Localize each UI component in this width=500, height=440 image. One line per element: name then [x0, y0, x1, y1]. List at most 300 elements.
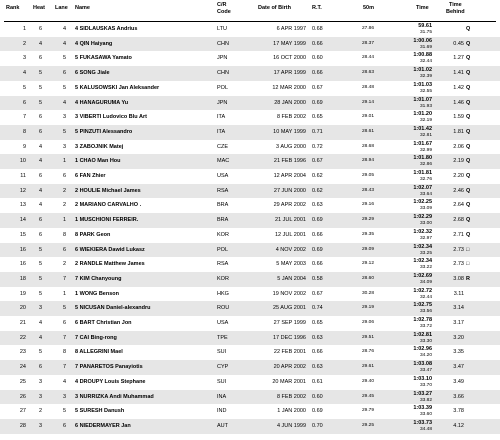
time-behind: 1.27	[453, 55, 464, 62]
final-time: 1:01.42	[413, 125, 432, 132]
lane-cell: 4	[62, 40, 66, 47]
second-split: 33.56	[419, 309, 432, 315]
rank-cell: 12	[19, 187, 26, 194]
lane-cell: 6	[62, 70, 66, 77]
header-behind-line1: Time	[449, 2, 462, 8]
final-time: 1:03.08	[413, 361, 432, 368]
lane-cell: 3	[62, 143, 66, 150]
date-of-birth: 19 NOV 2002	[272, 290, 306, 297]
country-code: BRA	[217, 202, 229, 209]
rank-cell: 14	[19, 217, 26, 224]
lane-cell: 8	[62, 349, 66, 356]
table-header	[0, 1, 500, 21]
country-code: CHN	[217, 40, 229, 47]
second-split: 34.20	[419, 353, 432, 359]
swimmer-name: 8 ALLEGRINI Mael	[75, 349, 123, 356]
reaction-time: 0.62	[312, 187, 323, 194]
qualification-mark: Q	[466, 231, 471, 238]
second-split: 31.69	[419, 44, 432, 50]
rank-cell: 13	[19, 202, 26, 209]
country-code: IND	[217, 408, 227, 415]
reaction-time: 0.67	[312, 158, 323, 165]
rank-cell: 2	[22, 40, 26, 47]
table-row	[0, 81, 500, 96]
heat-cell: 2	[38, 408, 42, 415]
split-50m: 28.44	[361, 55, 374, 61]
second-split: 32.86	[419, 162, 432, 168]
country-code: POL	[217, 84, 229, 91]
country-code: RSA	[217, 261, 229, 268]
table-row	[0, 154, 500, 169]
heat-cell: 6	[38, 231, 42, 238]
lane-cell: 4	[62, 378, 66, 385]
time-behind: 3.14	[453, 305, 464, 312]
reaction-time: 0.65	[312, 114, 323, 121]
rank-cell: 16	[19, 261, 26, 268]
second-split: 32.99	[419, 147, 432, 153]
lane-cell: 2	[62, 261, 66, 268]
split-50m: 29.06	[361, 320, 374, 325]
qualification-mark: Q	[466, 55, 471, 62]
date-of-birth: 4 NOV 2002	[275, 246, 306, 253]
rank-cell: 7	[22, 114, 26, 121]
reaction-time: 0.72	[312, 143, 323, 150]
heat-cell: 5	[38, 349, 42, 356]
table-row	[0, 169, 500, 184]
lane-cell: 6	[62, 320, 66, 326]
reaction-time: 0.60	[312, 393, 323, 400]
date-of-birth: 21 JUL 2001	[275, 217, 306, 224]
heat-cell: 4	[38, 320, 42, 326]
second-split: 33.00	[419, 221, 432, 227]
country-code: AUT	[217, 422, 228, 429]
header-lane: Lane	[55, 5, 68, 11]
final-time: 1:02.78	[413, 317, 432, 323]
heat-cell: 5	[38, 290, 42, 297]
swimmer-name: 2 HOULIE Michael James	[75, 187, 141, 194]
final-time: 1:03.39	[413, 405, 432, 412]
split-50m: 28.68	[361, 143, 374, 149]
reaction-time: 0.65	[312, 320, 323, 326]
heat-cell: 6	[38, 114, 42, 121]
country-code: HKG	[217, 290, 229, 297]
header-name: Name	[75, 5, 90, 11]
reaction-time: 0.63	[312, 364, 323, 371]
table-row	[0, 110, 500, 125]
second-split: 32.19	[419, 118, 432, 124]
country-code: KOR	[217, 275, 229, 282]
second-split: 31.93	[419, 103, 432, 109]
qualification-mark: Q	[466, 217, 471, 224]
time-behind: 1.46	[453, 99, 464, 106]
final-time: 1:02.34	[413, 258, 432, 265]
qualification-mark: □	[466, 261, 470, 268]
date-of-birth: 17 APR 1999	[273, 70, 306, 77]
rank-cell: 15	[19, 231, 26, 238]
heat-cell: 6	[38, 55, 42, 62]
reaction-time: 0.68	[312, 26, 323, 32]
swimmer-name: 5 FUKASAWA Yamato	[75, 55, 132, 62]
time-behind: 2.46	[453, 187, 464, 194]
split-50m: 28.76	[361, 349, 374, 355]
heat-cell: 5	[38, 70, 42, 77]
rank-cell: 24	[19, 364, 26, 371]
time-behind: 3.49	[453, 378, 464, 385]
time-behind: 3.35	[453, 349, 464, 356]
table-row	[0, 404, 500, 419]
date-of-birth: 12 JUL 2001	[275, 231, 306, 238]
swimmer-name: 5 NICUSAN Daniel-alexandru	[75, 305, 151, 312]
date-of-birth: 17 MAY 1999	[273, 40, 306, 47]
final-time: 1:01.20	[413, 111, 432, 118]
heat-cell: 5	[38, 246, 42, 253]
table-row	[0, 316, 500, 331]
second-split: 33.64	[419, 191, 432, 197]
second-split: 32.39	[419, 74, 432, 80]
heat-cell: 3	[38, 378, 42, 385]
qualification-mark: Q	[466, 114, 471, 121]
lane-cell: 7	[62, 275, 66, 282]
heat-cell: 6	[38, 26, 42, 32]
date-of-birth: 4 JUN 1999	[276, 422, 306, 429]
rank-cell: 20	[19, 305, 26, 312]
lane-cell: 6	[62, 422, 66, 429]
split-50m: 29.79	[361, 408, 374, 414]
date-of-birth: 27 SEP 1999	[273, 320, 306, 326]
country-code: ROU	[217, 305, 230, 312]
table-row	[0, 228, 500, 243]
final-time: 1:02.75	[413, 302, 432, 309]
country-code: JPN	[217, 55, 228, 62]
table-row	[0, 390, 500, 405]
date-of-birth: 8 FEB 2002	[276, 393, 306, 400]
date-of-birth: 6 APR 1997	[276, 26, 306, 32]
header-heat: Heat	[33, 5, 45, 11]
lane-cell: 7	[62, 334, 66, 341]
header-code-line1: C/R	[217, 2, 227, 8]
heat-cell: 3	[38, 305, 42, 312]
time-behind: 2.73	[453, 246, 464, 253]
split-50m: 28.48	[361, 84, 374, 90]
date-of-birth: 1 JAN 2000	[277, 408, 306, 415]
heat-cell: 6	[38, 364, 42, 371]
time-behind: 2.71	[453, 231, 464, 238]
final-time: 1:02.81	[413, 331, 432, 338]
swimmer-name: 6 BART Christian Jon	[75, 320, 132, 326]
header-rt: R.T.	[312, 5, 322, 11]
second-split: 33.30	[419, 338, 432, 344]
reaction-time: 0.63	[312, 202, 323, 209]
rank-cell: 22	[19, 334, 26, 341]
swimmer-name: 4 SIDLAUSKAS Andrius	[75, 26, 138, 32]
reaction-time: 0.66	[312, 261, 323, 268]
time-behind: 4.12	[453, 422, 464, 429]
swimmer-name: 3 NURRIZKA Andi Muhammad	[75, 393, 154, 400]
heat-cell: 5	[38, 84, 42, 91]
split-50m: 28.63	[361, 70, 374, 76]
heat-cell: 4	[38, 187, 42, 194]
country-code: SUI	[217, 378, 227, 385]
reaction-time: 0.67	[312, 84, 323, 91]
table-row	[0, 375, 500, 390]
rank-cell: 23	[19, 349, 26, 356]
rank-cell: 1	[22, 26, 26, 32]
header-split: 50m	[363, 5, 375, 11]
header-code-line2: Code	[217, 9, 231, 15]
final-time: 1:01.07	[413, 96, 432, 103]
heat-cell: 4	[38, 158, 42, 165]
final-time: 1:03.10	[413, 375, 432, 382]
final-time: 1:01.02	[413, 67, 432, 74]
qualification-mark: Q	[466, 158, 471, 165]
lane-cell: 4	[62, 26, 66, 32]
rank-cell: 4	[22, 70, 26, 77]
date-of-birth: 25 AUG 2001	[272, 305, 306, 312]
split-50m: 30.28	[361, 290, 374, 296]
second-split: 32.97	[419, 235, 432, 241]
country-code: KOR	[217, 231, 229, 238]
time-behind: 2.19	[453, 158, 464, 165]
lane-cell: 1	[62, 158, 66, 165]
second-split: 33.60	[419, 412, 432, 418]
country-code: SUI	[217, 349, 227, 356]
rank-cell: 3	[22, 55, 26, 62]
date-of-birth: 3 AUG 2000	[276, 143, 306, 150]
time-behind: 3.66	[453, 393, 464, 400]
final-time: 1:02.25	[413, 199, 432, 206]
table-row	[0, 287, 500, 302]
time-behind: 1.59	[453, 114, 464, 121]
header-time: Time	[416, 5, 429, 11]
lane-cell: 5	[62, 128, 66, 135]
country-code: BRA	[217, 217, 229, 224]
split-50m: 29.35	[361, 231, 374, 237]
table-row	[0, 345, 500, 360]
swimmer-name: 5 SURESH Danush	[75, 408, 125, 415]
reaction-time: 0.66	[312, 70, 323, 77]
reaction-time: 0.63	[312, 334, 323, 341]
date-of-birth: 12 APR 2004	[273, 173, 306, 179]
second-split: 33.72	[419, 324, 432, 329]
swimmer-name: 4 HANAGURUMA Yu	[75, 99, 129, 106]
second-split: 33.22	[419, 265, 432, 271]
second-split: 34.48	[419, 426, 432, 432]
split-50m: 29.45	[361, 393, 374, 399]
date-of-birth: 8 FEB 2002	[276, 114, 306, 121]
qualification-mark: Q	[466, 173, 471, 179]
qualification-mark: Q	[466, 128, 471, 135]
table-row	[0, 125, 500, 140]
date-of-birth: 21 FEB 1996	[273, 158, 306, 165]
table-row	[0, 331, 500, 346]
rank-cell: 19	[19, 290, 26, 297]
date-of-birth: 12 MAR 2000	[272, 84, 306, 91]
heat-cell: 5	[38, 99, 42, 106]
table-row	[0, 22, 500, 37]
final-time: 1:02.34	[413, 243, 432, 250]
country-code: CYP	[217, 364, 229, 371]
final-time: 1:02.07	[413, 184, 432, 191]
split-50m: 29.14	[361, 99, 374, 105]
lane-cell: 5	[62, 408, 66, 415]
rank-cell: 18	[19, 275, 26, 282]
swimmer-name: 1 CHAO Man Hou	[75, 158, 121, 165]
rank-cell: 26	[19, 393, 26, 400]
lane-cell: 2	[62, 202, 66, 209]
final-time: 59.61	[418, 23, 432, 29]
final-time: 1:03.27	[413, 390, 432, 397]
lane-cell: 1	[62, 290, 66, 297]
reaction-time: 0.66	[312, 40, 323, 47]
heat-cell: 6	[38, 217, 42, 224]
qualification-mark: Q	[466, 84, 471, 91]
qualification-mark: Q	[466, 187, 471, 194]
time-behind: 2.06	[453, 143, 464, 150]
time-behind: 2.20	[453, 173, 464, 179]
swimmer-name: 3 VIBERTI Ludovico Blu Art	[75, 114, 147, 121]
second-split: 32.44	[419, 59, 432, 65]
second-split: 33.47	[419, 368, 432, 374]
qualification-mark: R	[466, 275, 470, 282]
final-time: 1:01.67	[413, 140, 432, 147]
rank-cell: 10	[19, 158, 26, 165]
date-of-birth: 5 JAN 2004	[277, 275, 306, 282]
country-code: ITA	[217, 128, 226, 135]
split-50m: 28.37	[361, 40, 374, 46]
final-time: 1:02.69	[413, 272, 432, 279]
reaction-time: 0.66	[312, 349, 323, 356]
reaction-time: 0.74	[312, 305, 323, 312]
table-row	[0, 257, 500, 272]
swimmer-name: 2 MARIANO CARVALHO .	[75, 202, 142, 209]
split-50m: 27.86	[361, 26, 374, 31]
rank-cell: 28	[19, 422, 26, 429]
time-behind: 3.08	[453, 275, 464, 282]
swimmer-name: 6 SONG Jiale	[75, 70, 110, 77]
second-split: 33.25	[419, 250, 432, 256]
heat-cell: 4	[38, 40, 42, 47]
lane-cell: 5	[62, 305, 66, 312]
country-code: USA	[217, 173, 229, 179]
time-behind: 2.68	[453, 217, 464, 224]
final-time: 1:03.73	[413, 419, 432, 426]
rank-cell: 9	[22, 143, 26, 150]
lane-cell: 5	[62, 55, 66, 62]
final-time: 1:00.06	[413, 37, 432, 44]
lane-cell: 6	[62, 173, 66, 179]
final-time: 1:02.72	[413, 287, 432, 294]
country-code: MAC	[217, 158, 230, 165]
time-behind: 1.42	[453, 84, 464, 91]
qualification-mark: Q	[466, 40, 471, 47]
second-split: 33.82	[419, 397, 432, 403]
split-50m: 28.43	[361, 187, 374, 193]
reaction-time: 0.67	[312, 290, 323, 297]
country-code: CHN	[217, 70, 229, 77]
lane-cell: 7	[62, 364, 66, 371]
second-split: 33.70	[419, 382, 432, 388]
swimmer-name: 7 CAI Bing-rong	[75, 334, 117, 341]
lane-cell: 8	[62, 231, 66, 238]
final-time: 1:00.88	[413, 52, 432, 59]
rank-cell: 25	[19, 378, 26, 385]
split-50m: 29.12	[361, 261, 374, 267]
date-of-birth: 16 OCT 2000	[273, 55, 306, 62]
country-code: CZE	[217, 143, 228, 150]
qualification-mark: Q	[466, 143, 471, 150]
date-of-birth: 20 MAR 2001	[272, 378, 306, 385]
reaction-time: 0.71	[312, 128, 323, 135]
time-behind: 2.73	[453, 261, 464, 268]
heat-cell: 6	[38, 128, 42, 135]
lane-cell: 6	[62, 246, 66, 253]
header-behind-line2: Behind	[446, 9, 465, 15]
split-50m: 28.61	[361, 128, 374, 134]
time-behind: 3.17	[453, 320, 464, 326]
date-of-birth: 29 APR 2002	[273, 202, 306, 209]
swimmer-name: 6 FAN Zhier	[75, 173, 106, 179]
final-time: 1:01.80	[413, 155, 432, 162]
country-code: TPE	[217, 334, 228, 341]
table-row	[0, 66, 500, 81]
time-behind: 1.81	[453, 128, 464, 135]
second-split: 32.44	[419, 294, 432, 300]
split-50m: 29.61	[361, 364, 374, 370]
header-dob: Date of Birth	[258, 5, 291, 11]
lane-cell: 1	[62, 217, 66, 224]
date-of-birth: 28 JAN 2000	[274, 99, 306, 106]
swimmer-name: 1 WONG Benson	[75, 290, 120, 297]
table-row	[0, 301, 500, 316]
reaction-time: 0.58	[312, 275, 323, 282]
rank-cell: 16	[19, 246, 26, 253]
table-row	[0, 37, 500, 52]
swimmer-name: 2 RANDLE Matthew James	[75, 261, 145, 268]
table-row	[0, 51, 500, 66]
split-50m: 29.16	[361, 202, 374, 208]
second-split: 32.55	[419, 88, 432, 94]
split-50m: 29.19	[361, 305, 374, 311]
table-row	[0, 360, 500, 375]
qualification-mark: Q	[466, 202, 471, 209]
swimmer-name: 5 KALUSOWSKI Jan Aleksander	[75, 84, 160, 91]
second-split: 34.09	[419, 279, 432, 285]
header-rank: Rank	[6, 5, 20, 11]
swimmer-name: 6 NIEDERMAYER Jan	[75, 422, 131, 429]
lane-cell: 3	[62, 393, 66, 400]
country-code: ITA	[217, 114, 226, 121]
split-50m: 29.40	[361, 378, 374, 384]
heat-cell: 3	[38, 393, 42, 400]
lane-cell: 4	[62, 99, 66, 106]
lane-cell: 5	[62, 84, 66, 91]
reaction-time: 0.69	[312, 408, 323, 415]
time-behind: 2.64	[453, 202, 464, 209]
reaction-time: 0.69	[312, 217, 323, 224]
rank-cell: 11	[20, 173, 26, 179]
split-50m: 28.60	[361, 275, 374, 281]
heat-cell: 4	[38, 143, 42, 150]
table-row	[0, 198, 500, 213]
second-split: 31.75	[419, 30, 432, 35]
final-time: 1:02.96	[413, 346, 432, 353]
time-behind: 3.47	[453, 364, 464, 371]
split-50m: 29.51	[361, 334, 374, 340]
table-row	[0, 213, 500, 228]
time-behind: 3.78	[453, 408, 464, 415]
split-50m: 28.94	[361, 158, 374, 164]
swimmer-name: 7 KIM Chanyoung	[75, 275, 122, 282]
